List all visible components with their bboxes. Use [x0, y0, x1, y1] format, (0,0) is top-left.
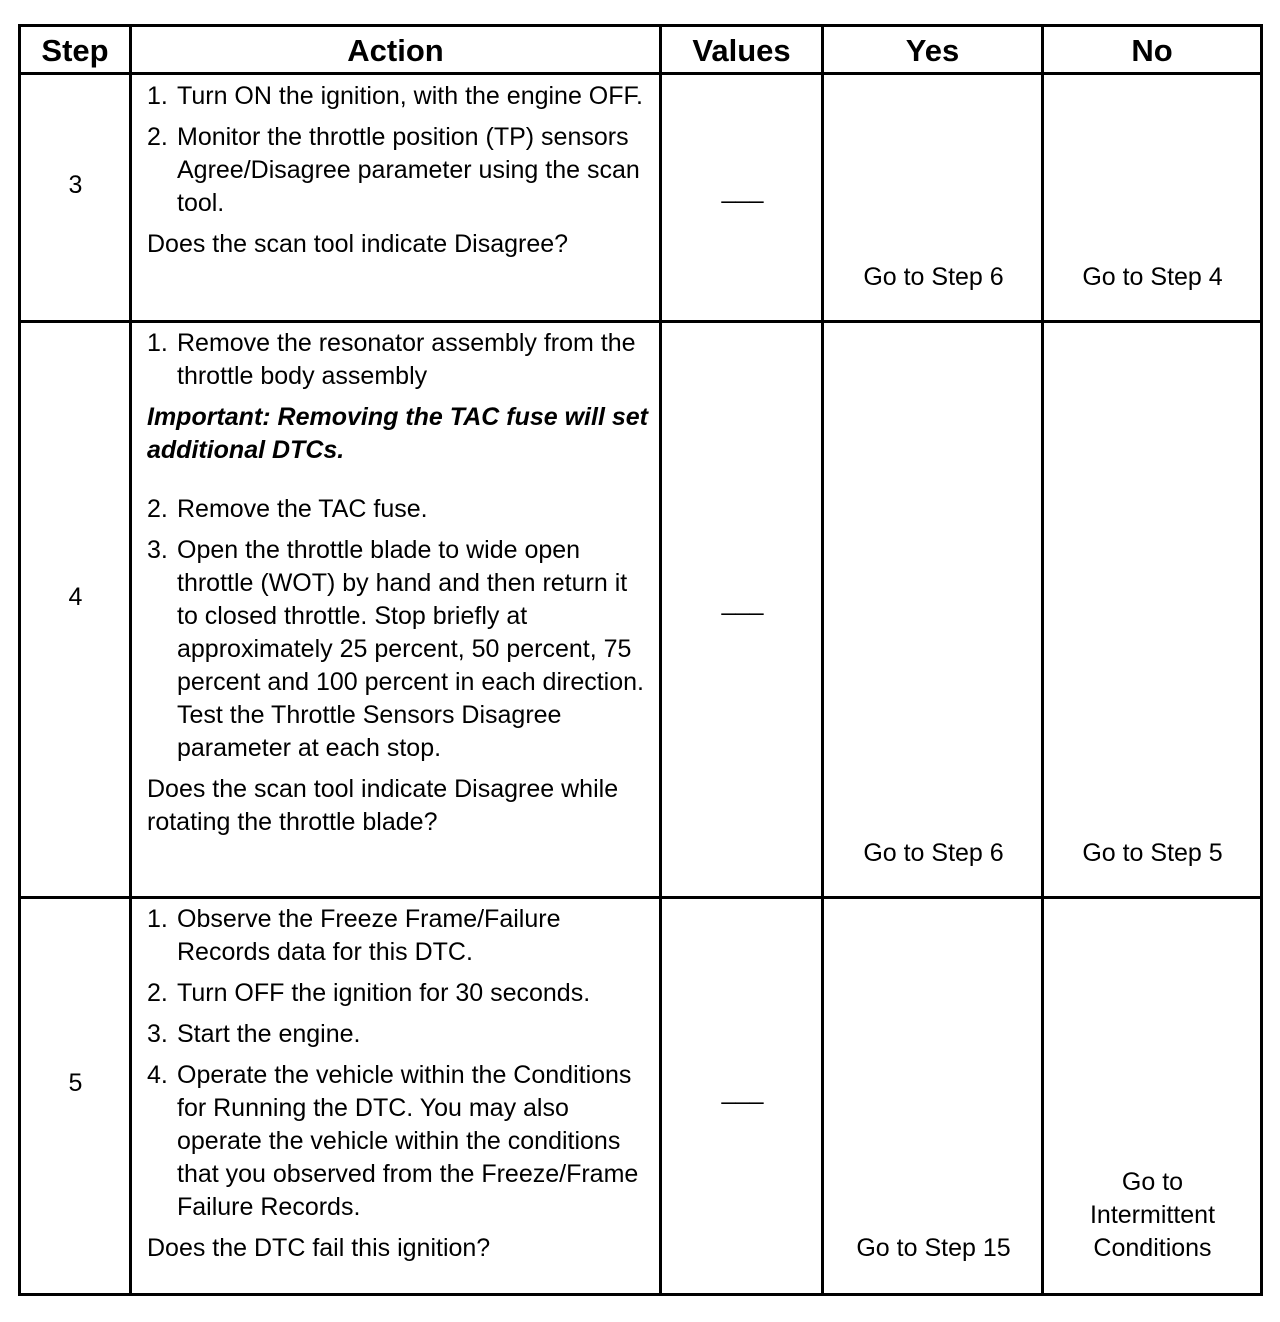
header-values: Values — [692, 32, 791, 68]
no-cell: Go to Step 4 — [1082, 263, 1223, 291]
values-cell: ___ — [721, 176, 764, 204]
step-index: 4. — [147, 1061, 168, 1089]
row-divider — [18, 896, 1263, 899]
step-number: 5 — [68, 1069, 83, 1097]
step-index: 1. — [147, 82, 168, 110]
header-no: No — [1131, 32, 1173, 68]
row-divider — [18, 320, 1263, 323]
header-step: Step — [41, 32, 109, 68]
yes-cell: Go to Step 6 — [863, 263, 1004, 291]
action-step — [147, 1018, 652, 1051]
action-step-text: Start the engine. — [177, 1020, 361, 1048]
action-question: Does the DTC fail this ignition? — [147, 1234, 491, 1262]
action-question: Does the scan tool indicate Disagree? — [147, 230, 569, 258]
action-step — [147, 1059, 652, 1224]
header-yes: Yes — [905, 32, 960, 68]
action-step — [147, 121, 652, 220]
action-step — [147, 903, 652, 969]
step-index: 3. — [147, 1020, 168, 1048]
action-step — [147, 977, 652, 1010]
column-divider — [659, 24, 662, 1296]
step-index: 2. — [147, 979, 168, 1007]
column-divider — [129, 24, 132, 1296]
action-question: Does the scan tool indicate Disagree while rotating the throttle blade? — [147, 775, 619, 836]
action-step-text: Operate the vehicle within the Conditions for Running the DTC. You may also operate the vehicle within the conditions that you observed from the Freeze/Frame Failure Records. — [177, 1061, 639, 1221]
column-divider — [1041, 24, 1044, 1296]
values-cell: ___ — [721, 588, 764, 616]
step-index: 1. — [147, 905, 168, 933]
action-cell — [147, 903, 652, 1265]
action-step-text: Turn ON the ignition, with the engine OFF. — [177, 82, 643, 110]
action-step-text: Remove the resonator assembly from the throttle body assembly — [177, 329, 636, 390]
table-border-right — [1260, 24, 1263, 1296]
action-step-text: Observe the Freeze Frame/Failure Records data for this DTC. — [177, 905, 561, 966]
action-step-text: Remove the TAC fuse. — [177, 495, 428, 523]
step-number: 4 — [68, 583, 83, 611]
action-step — [147, 80, 652, 113]
step-number: 3 — [68, 171, 83, 199]
step-index: 2. — [147, 495, 168, 523]
table-border-left — [18, 24, 21, 1296]
yes-cell: Go to Step 6 — [863, 839, 1004, 867]
action-step-text: Monitor the throttle position (TP) sensors Agree/Disagree parameter using the scan tool. — [177, 123, 640, 217]
action-step — [147, 493, 652, 526]
step-index: 2. — [147, 123, 168, 151]
step-index: 3. — [147, 536, 168, 564]
action-step-text: Open the throttle blade to wide open throttle (WOT) by hand and then return it to closed throttle. Stop briefly at approximately 25 percent, 50 percent, 75 percent and 100 percent in each direction. Test the Throttle Sensors Disagree parameter at each stop. — [177, 536, 644, 762]
no-cell: Go to Step 5 — [1082, 839, 1223, 867]
action-step — [147, 534, 652, 765]
yes-cell: Go to Step 15 — [856, 1234, 1011, 1262]
action-cell — [147, 327, 652, 839]
table-border-bottom — [18, 1293, 1263, 1296]
action-step-text: Turn OFF the ignition for 30 seconds. — [177, 979, 591, 1007]
action-step — [147, 327, 652, 393]
no-cell: Go to Intermittent Conditions — [1089, 1168, 1216, 1262]
important-note: Important: Removing the TAC fuse will set additional DTCs. — [147, 403, 648, 464]
values-cell: ___ — [721, 1077, 764, 1105]
action-cell — [147, 80, 652, 261]
header-action: Action — [347, 32, 444, 68]
step-index: 1. — [147, 329, 168, 357]
